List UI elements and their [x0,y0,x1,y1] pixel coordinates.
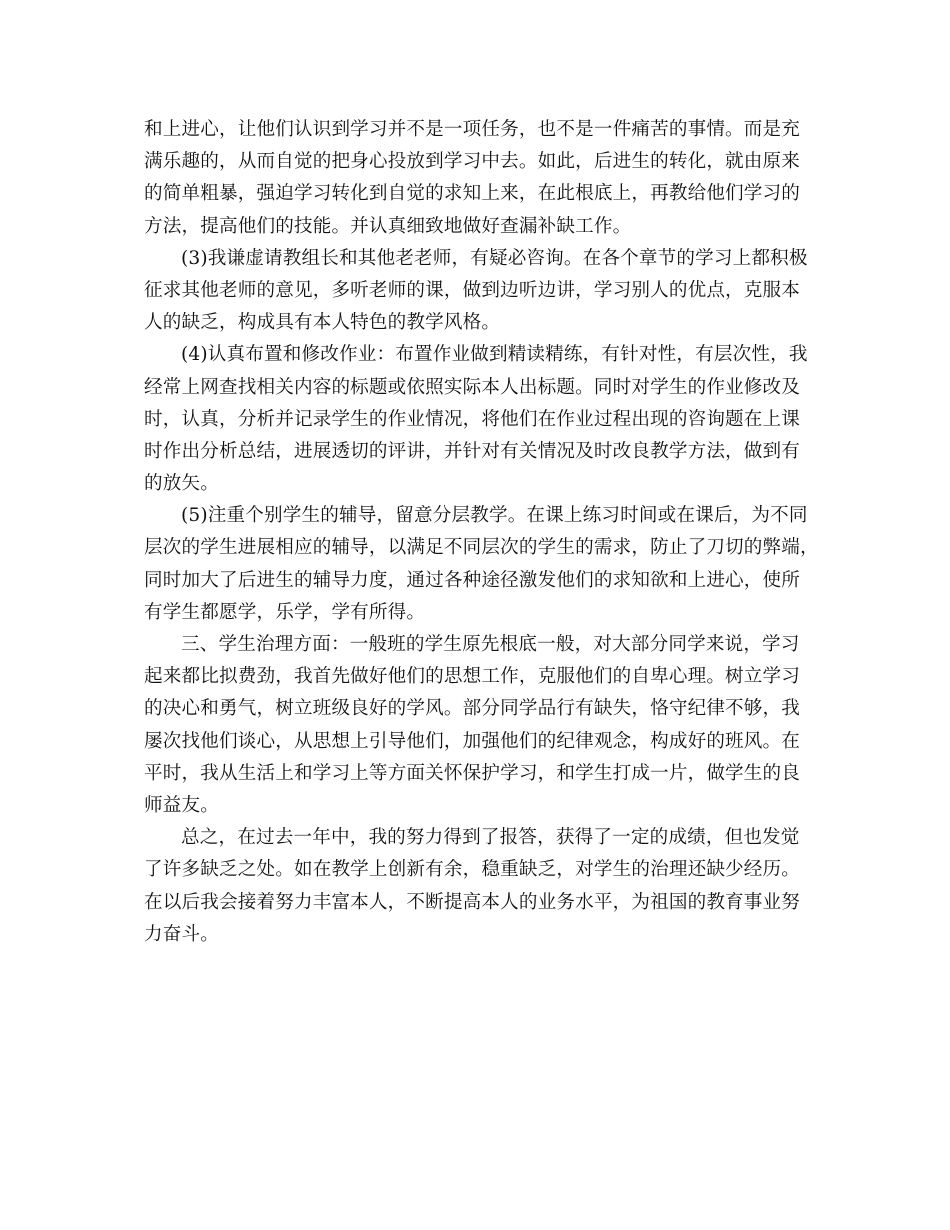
text-line: 了许多缺乏之处。如在教学上创新有余，稳重缺乏，对学生的治理还缺少经历。 [144,859,801,881]
text-line: 起来都比拟费劲，我首先做好他们的思想工作，克服他们的自卑心理。树立学习 [144,666,801,688]
text-line: 有学生都愿学，乐学，学有所得。 [144,601,426,623]
text-line: 和上进心，让他们认识到学习并不是一项任务，也不是一件痛苦的事情。而是充 [144,119,801,140]
text-line: 平时，我从生活上和学习上等方面关怀保护学习，和学生打成一片，做学生的良 [144,762,801,784]
text-line: 征求其他老师的意见，多听老师的课，做到边听边讲，学习别人的优点，克服本 [144,279,801,301]
text-line: 师益友。 [144,794,219,816]
document-body [144,114,819,951]
paragraph-student-motivation [144,114,808,243]
paragraph-item-4 [144,339,808,500]
text-line: 时作出分析总结，进展透切的评讲，并针对有关情况及时改良教学方法，做到有 [144,440,801,462]
paragraph-item-5 [144,500,819,629]
text-line: 满乐趣的，从而自觉的把身心投放到学习中去。如此，后进生的转化，就由原来 [144,151,801,173]
text-line: 方法，提高他们的技能。并认真细致地做好查漏补缺工作。 [144,215,632,237]
text-line: 同时加大了后进生的辅导力度，通过各种途径激发他们的求知欲和上进心，使所 [144,569,801,591]
text-line: 的决心和勇气，树立班级良好的学风。部分同学品行有缺失，恪守纪律不够，我 [144,698,801,720]
text-line: 的简单粗暴，强迫学习转化到自觉的求知上来，在此根底上，再教给他们学习的 [144,183,801,205]
text-line: 的放矢。 [144,473,219,495]
text-line: 三、学生治理方面：一般班的学生原先根底一般，对大部分同学来说，学习 [181,634,800,655]
text-line: 层次的学生进展相应的辅导，以满足不同层次的学生的需求，防止了刀切的弊端， [144,537,819,559]
text-line: 人的缺乏，构成具有本人特色的教学风格。 [144,312,501,334]
paragraph-item-3 [144,243,808,340]
text-line: 总之，在过去一年中，我的努力得到了报答，获得了一定的成绩，但也发觉 [181,827,800,849]
text-line: 经常上网查找相关内容的标题或依照实际本人出标题。同时对学生的作业修改及 [144,376,801,398]
text-line: 在以后我会接着努力丰富本人，不断提高本人的业务水平，为祖国的教育事业努 [144,891,801,913]
paragraph-conclusion [144,822,808,951]
text-line: (3)我谦虚请教组长和其他老老师，有疑必咨询。在各个章节的学习上都积极 [181,247,808,269]
text-line: 屡次找他们谈心，从思想上引导他们，加强他们的纪律观念，构成好的班风。在 [144,730,801,752]
text-line: (5)注重个别学生的辅导，留意分层教学。在课上练习时间或在课后，为不同 [181,505,808,527]
text-line: (4)认真布置和修改作业：布置作业做到精读精练，有针对性，有层次性，我 [181,344,808,366]
paragraph-student-management [144,629,808,822]
text-line: 时，认真，分析并记录学生的作业情况，将他们在作业过程出现的咨询题在上课 [144,408,801,430]
text-line: 力奋斗。 [144,923,219,945]
